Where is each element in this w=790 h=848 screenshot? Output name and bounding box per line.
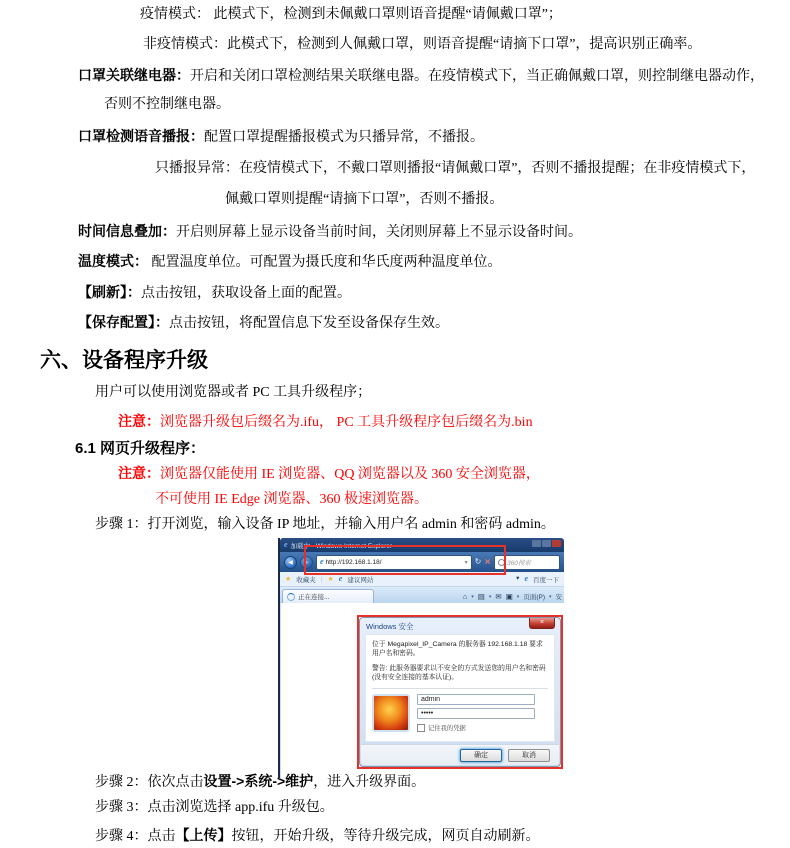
dialog-title: Windows 安全 xyxy=(366,622,414,631)
search-box xyxy=(494,555,560,570)
baidu-link-label: 百度一下 xyxy=(533,576,559,584)
security-menu-label: 安 xyxy=(555,594,562,601)
ie-favicon-icon: e xyxy=(284,540,288,549)
mail-icon: ✉ xyxy=(495,592,502,601)
user-avatar xyxy=(372,694,410,732)
address-url: http://192.168.1.18/ xyxy=(325,558,382,566)
remember-credentials-row xyxy=(417,723,548,732)
back-icon: ◀ xyxy=(284,556,297,569)
checkbox-icon xyxy=(417,724,425,732)
mask-relay-text: 开启和关闭口罩检测结果关联继电器。在疫情模式下，当正确佩戴口罩，则控制继电器动作， xyxy=(190,69,764,84)
mask-relay-label: 口罩关联继电器： xyxy=(78,67,190,83)
dialog-message: 位于 Megapixel_IP_Camera 的服务器 192.168.1.18 要求用户名和密码。 xyxy=(372,641,543,657)
favorites-bar xyxy=(280,572,564,587)
refresh-button-label: 【刷新】： xyxy=(78,284,141,300)
para-step-3: 步骤 3：点击浏览选择 app.ifu 升级包。 xyxy=(95,800,334,815)
search-icon xyxy=(498,559,505,566)
compatibility-refresh-icon: ↻ xyxy=(474,557,482,566)
add-favorite-icon: ★ xyxy=(327,576,334,583)
favorites-star-icon: ★ xyxy=(285,576,292,583)
address-dropdown-icon: ▾ xyxy=(464,559,468,566)
para-mask-relay xyxy=(78,66,764,86)
figure-browser-screenshot xyxy=(278,538,564,778)
step-4-post: 按钮，开始升级，等待升级完成，网页自动刷新。 xyxy=(231,829,540,844)
home-icon: ⌂ xyxy=(462,592,468,601)
tab-bar xyxy=(280,587,564,603)
para-step-2 xyxy=(95,772,425,792)
para-time-overlay xyxy=(78,222,582,242)
step-4-pre: 步骤 4：点击 xyxy=(95,829,176,844)
para-mask-relay-cont: 否则不控制继电器。 xyxy=(104,97,230,112)
divider xyxy=(372,688,548,689)
suggested-sites-icon: e xyxy=(338,574,343,583)
address-bar xyxy=(316,555,472,570)
para-temperature-mode xyxy=(78,252,502,272)
voice-broadcast-label: 口罩检测语音播报： xyxy=(78,128,204,144)
browser-content-area xyxy=(280,603,564,779)
para-epidemic-mode: 疫情模式： 此模式下，检测到未佩戴口罩则语音提醒“请佩戴口罩”； xyxy=(140,7,562,22)
save-config-text: 点击按钮，将配置信息下发至设备保存生效。 xyxy=(169,316,449,331)
tab-label: 正在连接... xyxy=(298,594,330,601)
step-2-pre: 步骤 2：依次点击 xyxy=(95,775,204,790)
page-menu-label: 页面(P) xyxy=(523,594,545,601)
dialog-close-icon: × xyxy=(529,618,555,629)
maximize-icon xyxy=(542,540,551,547)
para-note-1 xyxy=(118,412,533,432)
temperature-mode-label: 温度模式： xyxy=(78,253,148,269)
para-refresh-button-desc xyxy=(78,283,351,303)
windows-security-dialog xyxy=(359,617,561,767)
refresh-button-text: 点击按钮，获取设备上面的配置。 xyxy=(141,286,351,301)
time-overlay-label: 时间信息叠加： xyxy=(78,223,176,239)
para-step-1: 步骤 1：打开浏览，输入设备 IP 地址，并输入用户名 admin 和密码 admin。 xyxy=(95,517,555,532)
ie-navigation-bar xyxy=(280,552,564,572)
para-non-epidemic-mode: 非疫情模式：此模式下，检测到人佩戴口罩，则语音提醒“请摘下口罩”，提高识别正确率。 xyxy=(143,37,702,52)
baidu-site-icon: e xyxy=(524,574,528,583)
loading-spinner-icon xyxy=(287,593,295,601)
password-field xyxy=(417,708,535,719)
ie-window-title: 加载中 - Windows Internet Explorer xyxy=(290,542,393,550)
favorites-label: 收藏夹 xyxy=(296,576,316,584)
subsection-heading: 6.1 网页升级程序： xyxy=(75,440,206,457)
para-voice-detail-2: 佩戴口罩则提醒“请摘下口罩”，否则不播报。 xyxy=(225,192,504,207)
para-note-2-line-1 xyxy=(118,464,540,484)
username-field xyxy=(417,694,535,705)
divider: | xyxy=(320,575,323,583)
stop-icon: × xyxy=(484,557,491,566)
para-save-config-desc xyxy=(78,313,449,333)
chevron-down-icon: ▾ xyxy=(516,593,520,600)
close-icon xyxy=(552,540,561,547)
note-1-label: 注意： xyxy=(118,413,160,429)
cancel-button: 取消 xyxy=(508,749,550,762)
search-provider-label: 360搜索 xyxy=(507,559,531,567)
para-note-2-line-2: 不可使用 IE Edge 浏览器、360 极速浏览器。 xyxy=(155,492,428,507)
ok-button: 确定 xyxy=(460,749,502,762)
feeds-icon: ▤ xyxy=(477,592,485,601)
time-overlay-text: 开启则屏幕上显示设备当前时间，关闭则屏幕上不显示设备时间。 xyxy=(176,225,582,240)
loading-tab xyxy=(282,589,374,603)
print-icon: ▣ xyxy=(505,592,513,601)
chevron-down-icon: ▾ xyxy=(516,575,520,582)
page-icon: e xyxy=(320,557,324,566)
step-4-button: 【上传】 xyxy=(175,827,232,843)
voice-broadcast-text: 配置口罩提醒播报模式为只播异常，不播报。 xyxy=(204,130,484,145)
minimize-icon xyxy=(532,540,541,547)
dialog-footer xyxy=(361,744,559,765)
chevron-down-icon: ▾ xyxy=(548,593,552,600)
dialog-warning: 警告: 此服务器要求以不安全的方式发送您的用户名和密码(没有安全连接的基本认证)。 xyxy=(372,665,546,681)
step-2-post: ，进入升级界面。 xyxy=(313,775,426,790)
credentials-row xyxy=(372,694,548,732)
note-1-text: 浏览器升级包后缀名为.ifu， PC 工具升级程序包后缀名为.bin xyxy=(160,415,533,430)
credential-fields xyxy=(417,694,548,732)
para-step-4 xyxy=(95,826,540,846)
remember-credentials-label: 记住我的凭据 xyxy=(428,725,466,732)
window-controls xyxy=(532,540,561,547)
para-voice-broadcast xyxy=(78,127,484,147)
chevron-down-icon: ▾ xyxy=(471,593,474,600)
dialog-body xyxy=(365,634,555,742)
para-upgrade-intro: 用户可以使用浏览器或者 PC 工具升级程序； xyxy=(95,385,372,400)
section-heading: 六、设备程序升级 xyxy=(40,349,208,372)
ie-window xyxy=(278,538,564,778)
forward-icon: ▶ xyxy=(300,556,313,569)
command-bar xyxy=(463,592,562,603)
chevron-down-icon: ▾ xyxy=(488,593,492,600)
annotation-rect-dialog xyxy=(357,615,563,769)
temperature-mode-text: 配置温度单位。可配置为摄氏度和华氏度两种温度单位。 xyxy=(148,255,502,270)
ie-title-bar xyxy=(280,538,564,552)
save-config-label: 【保存配置】： xyxy=(78,314,169,330)
note-2-text-1: 浏览器仅能使用 IE 浏览器、QQ 浏览器以及 360 安全浏览器， xyxy=(160,467,540,482)
note-2-label: 注意： xyxy=(118,465,160,481)
suggested-sites-label: 建议网站 xyxy=(347,576,374,584)
step-2-path: 设置->系统->维护 xyxy=(203,773,314,789)
para-voice-detail-1: 只播报异常：在疫情模式下，不戴口罩则播报“请佩戴口罩”，否则不播报提醒；在非疫情模式下， xyxy=(155,161,756,176)
